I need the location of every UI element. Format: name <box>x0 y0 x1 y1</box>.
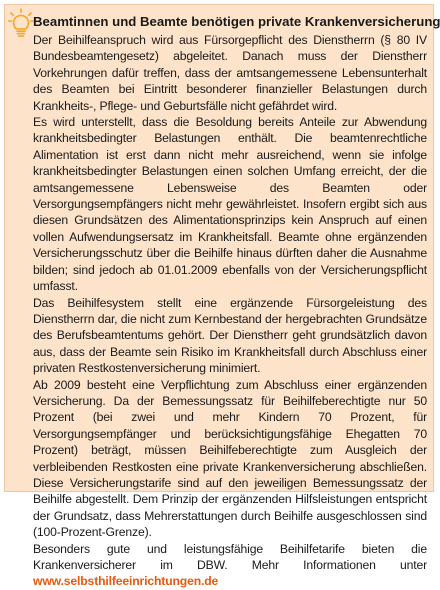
paragraph-1: Der Beihilfeanspruch wird aus Fürsorgepflicht des Dienstherrn (§ 80 IV Bundesbeamtengesetz) abgeleitet. Danach muss der Dienstherr Vorkehrungen dafür treffen, dass der amtsangemessene Lebensunterhalt des Beamten bei Eintritt besonderer finanzieller Belastungen durch Krankheits-, Pflege- und Geburtsfälle nicht gefährdet wird. <box>33 33 427 113</box>
info-box <box>4 4 440 589</box>
website-link[interactable]: www.selbsthilfeeinrichtungen.de <box>33 574 219 589</box>
box-title: Beamtinnen und Beamte benötigen private Krankenversicherung <box>33 14 440 29</box>
paragraph-5-text: Besonders gute und leistungsfähige Beihilfetarife bieten die Krankenversicherer im DBW. Mehr Informationen unter <box>33 541 427 572</box>
lightbulb-icon <box>8 8 34 40</box>
paragraph-4: Ab 2009 besteht eine Verpflichtung zum Abschluss einer ergänzenden Versicherung. Da der Bemessungssatz für Beihilfeberechtigte nur 50 Prozent (bei zwei und mehr Kindern 70 Prozent, für Versorgungsempfänger und berücksichtigungsfähige Ehegatten 70 Prozent) beträgt, müssen Beihilfeberechtigte zum Ausgleich der verbleibenden Restkosten eine private Krankenversicherung abschließen. Diese Versicherungstarife sind auf den jeweiligen Bemessungssatz der Beihilfe abgestellt. Dem Prinzip der ergänzenden Hilfsleistungen entspricht der Grundsatz, dass Mehrerstattungen durch Beihilfe ausgeschlossen sind (100-Prozent-Grenze). <box>33 377 427 540</box>
paragraph-2: Es wird unterstellt, dass die Besoldung bereits Anteile zur Abwendung krankheitsbedingter Belastungen enthält. Die beamtenrechtliche Alimentation ist erst dann nicht mehr ausreichend, wenn sie infolge krankheitsbedingter Belastungen einen solchen Umfang erreicht, der die amtsangemessene Lebensweise des Beamten oder Versorgungsempfängers nicht mehr gewährleistet. Insofern ergibt sich aus diesen Grundsätzen des Alimentationsprinzips kein Anspruch auf einen vollen Aufwendungsersatz im Krankheitsfall. Beamte ohne ergänzenden Versicherungsschutz über die Beihilfe hinaus dürften daher die Ausnahme bilden; sind jedoch ab 01.01.2009 ebenfalls von der Versicherungspflicht umfasst. <box>33 115 427 294</box>
paragraph-3: Das Beihilfesystem stellt eine ergänzende Fürsorgeleistung des Dienstherrn dar, die nicht zum Kernbestand der hergebrachten Grundsätze des Berufsbeamtentums gehört. Der Dienstherr geht grundsätzlich davon aus, dass der Beamte sein Risiko im Krankheitsfall durch Abschluss einer privaten Restkostenversicherung minimiert. <box>33 295 427 376</box>
paragraph-5 <box>33 541 427 590</box>
